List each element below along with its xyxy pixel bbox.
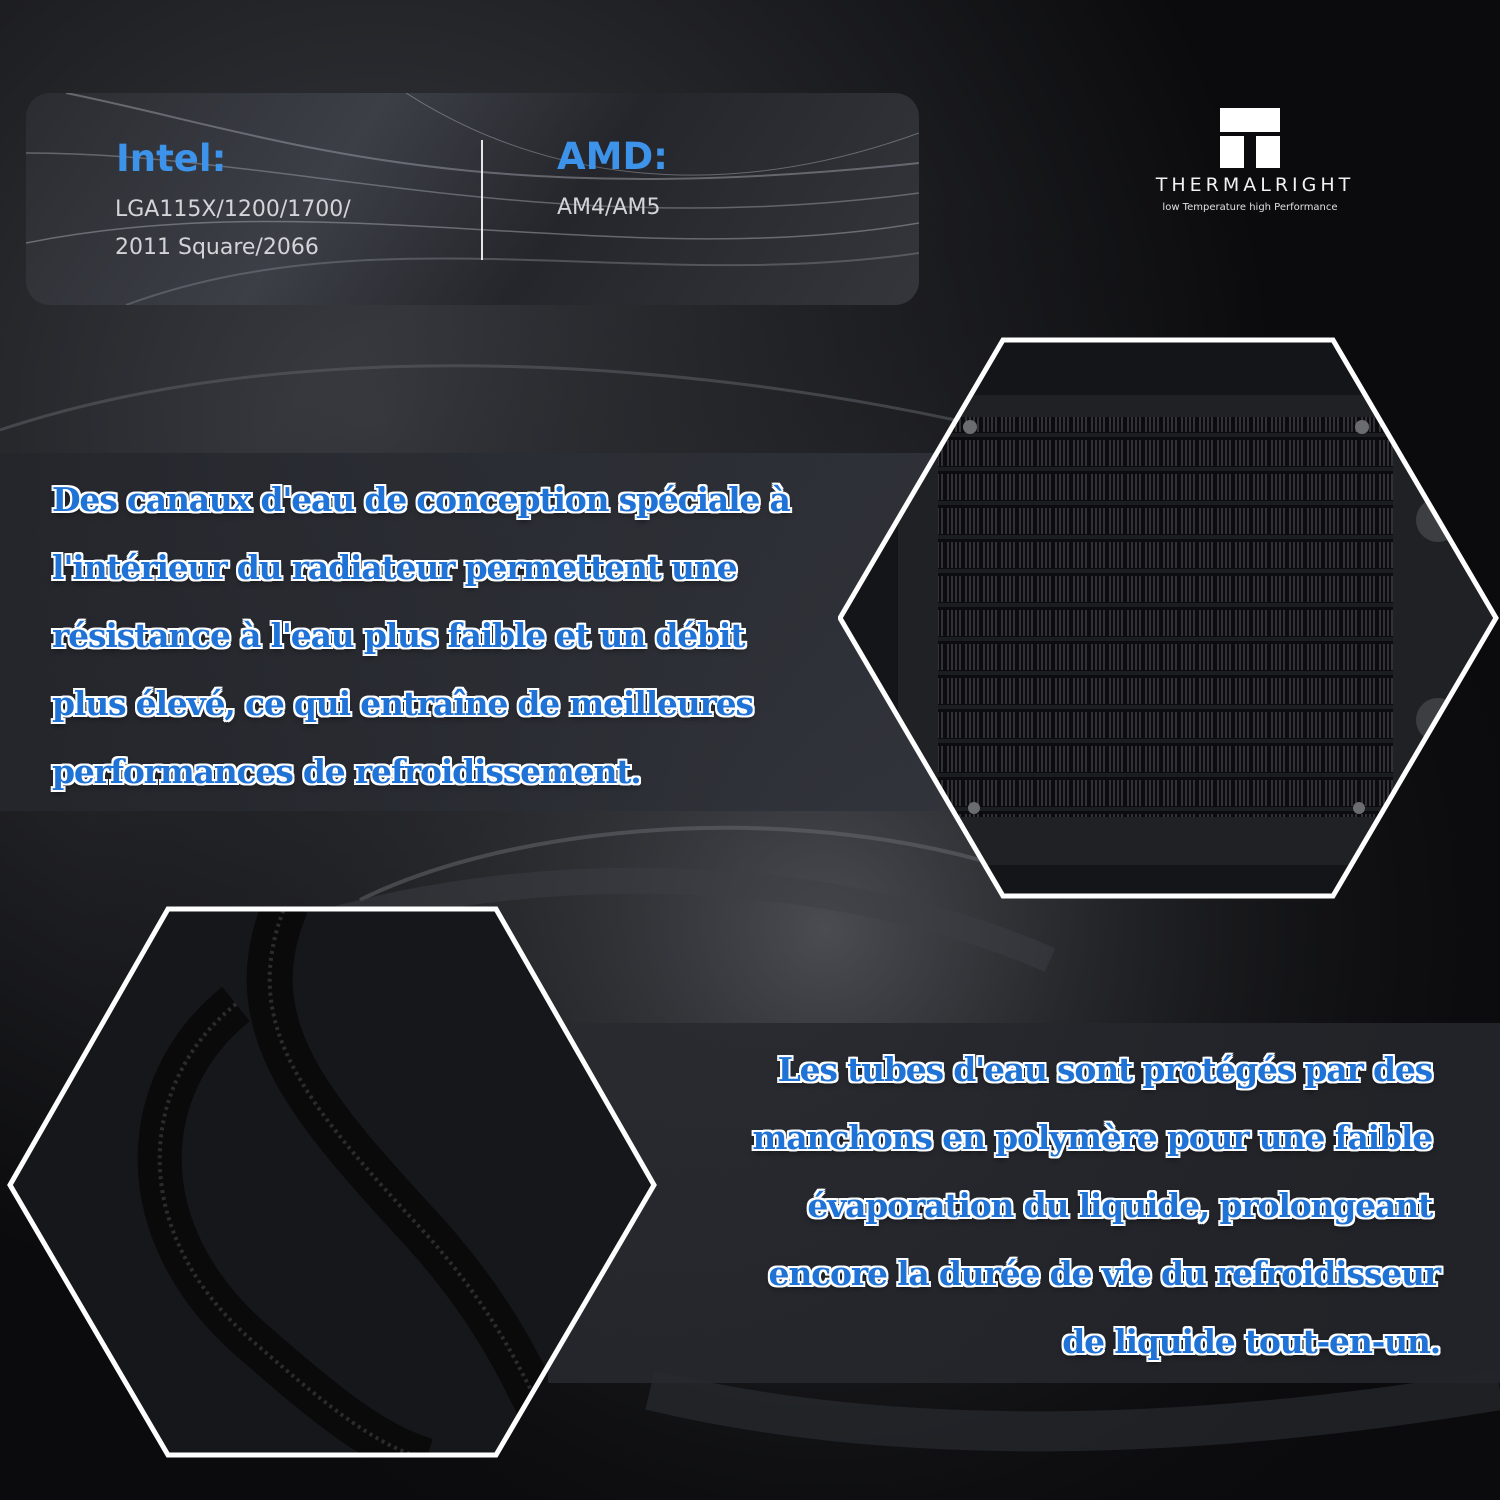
- compatibility-banner: [26, 93, 919, 305]
- amd-heading: AMD:: [557, 135, 668, 178]
- tubes-feature-line: manchons en polymère pour une faible: [752, 1118, 1432, 1157]
- divider: [481, 140, 483, 260]
- radiator-feature-line: résistance à l'eau plus faible et un débit: [52, 616, 745, 655]
- amd-socket-line: AM4/AM5: [557, 195, 661, 220]
- radiator-hexagon-image: [838, 335, 1500, 901]
- intel-heading: Intel:: [116, 137, 227, 180]
- radiator-feature-line: Des canaux d'eau de conception spéciale à: [52, 480, 790, 519]
- tubes-feature-line: évaporation du liquide, prolongeant: [807, 1186, 1432, 1225]
- tubes-feature-line: Les tubes d'eau sont protégés par des: [777, 1050, 1432, 1089]
- tubes-feature-line: de liquide tout-en-un.: [1062, 1322, 1440, 1361]
- brand-name: THERMALRIGHT: [1155, 174, 1355, 196]
- intel-socket-line: LGA115X/1200/1700/: [115, 197, 351, 222]
- radiator-feature-line: plus élevé, ce qui entraîne de meilleures: [52, 684, 753, 723]
- brand-logo: [1100, 108, 1410, 218]
- intel-socket-line: 2011 Square/2066: [115, 235, 319, 260]
- brand-logo-mark-icon: [1220, 108, 1280, 168]
- radiator-feature-line: l'intérieur du radiateur permettent une: [52, 548, 737, 587]
- brand-tagline: low Temperature high Performance: [1162, 202, 1338, 213]
- tubes-hexagon-image: [6, 904, 658, 1460]
- tubes-feature-line: encore la durée de vie du refroidisseur: [768, 1254, 1440, 1293]
- radiator-feature-line: performances de refroidissement.: [52, 752, 641, 791]
